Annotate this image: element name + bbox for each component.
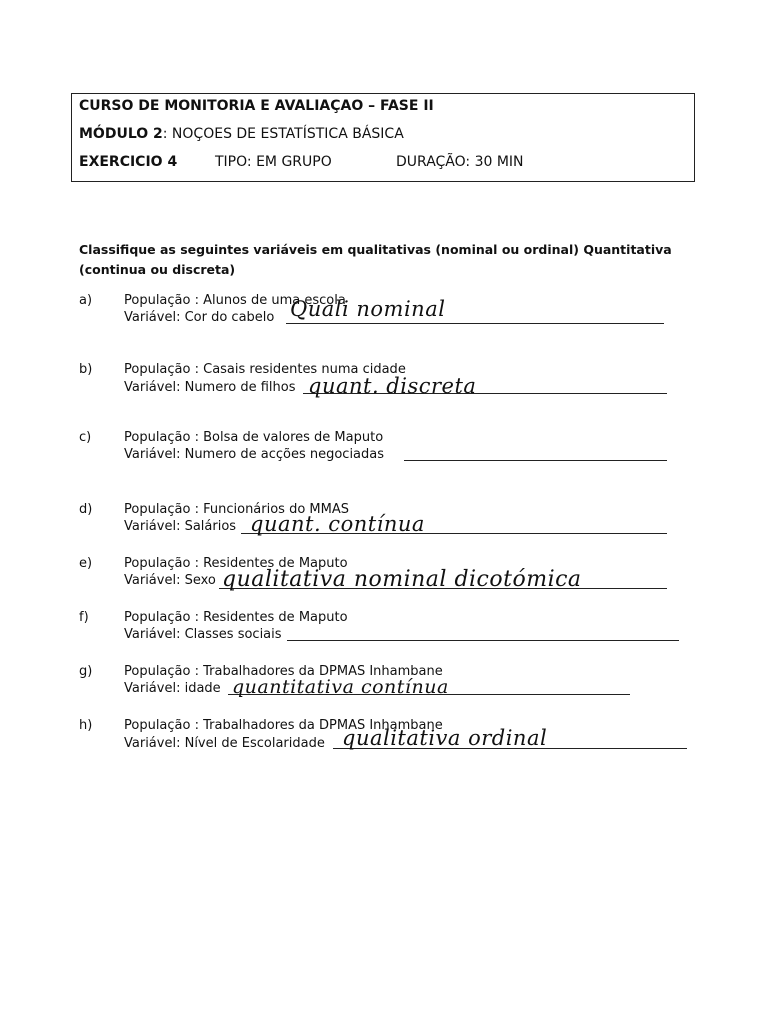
item-letter-a: a): [79, 293, 93, 308]
item-c-population: População : Bolsa de valores de Maputo: [124, 430, 384, 445]
instructions-line-2: (continua ou discreta): [79, 262, 236, 277]
module-label: MÓDULO 2: [79, 126, 163, 142]
item-b-variable: Variável: Numero de filhos: [124, 380, 296, 395]
item-d-population: População : Funcionários do MMAS: [124, 502, 350, 517]
exercise-label: EXERCICIO 4: [79, 154, 178, 170]
item-d-handwritten-answer: quant. contínua: [250, 512, 425, 536]
item-letter-c: c): [79, 430, 92, 445]
item-letter-g: g): [79, 664, 93, 679]
item-g-handwritten-answer: quantitativa contínua: [232, 676, 449, 698]
item-b-population: População : Casais residentes numa cidade: [124, 362, 406, 377]
item-letter-h: h): [79, 718, 93, 733]
module-line: [79, 125, 404, 143]
item-e-handwritten-answer: qualitativa nominal dicotómica: [222, 567, 582, 592]
item-h-handwritten-answer: qualitativa ordinal: [342, 726, 548, 750]
item-f-answer-line[interactable]: [287, 640, 679, 641]
item-g-variable: Variável: idade: [124, 681, 221, 696]
item-f-variable: Variável: Classes sociais: [124, 627, 282, 642]
item-h-population: População : Trabalhadores da DPMAS Inhambane: [124, 718, 443, 733]
item-letter-d: d): [79, 502, 93, 517]
item-a-handwritten-answer: Quali nominal: [290, 297, 446, 321]
duration-label: DURAÇÃO: 30 MIN: [396, 154, 524, 170]
item-f-population: População : Residentes de Maputo: [124, 610, 348, 625]
item-e-variable: Variável: Sexo: [124, 573, 216, 588]
item-g-population: População : Trabalhadores da DPMAS Inhambane: [124, 664, 443, 679]
item-b-handwritten-answer: quant. discreta: [308, 374, 477, 398]
instructions-line-1: Classifique as seguintes variáveis em qualitativas (nominal ou ordinal) Quantitativa: [79, 242, 672, 257]
header-box: [71, 93, 695, 182]
course-title: CURSO DE MONITORIA E AVALIAÇAO – FASE II: [79, 98, 434, 114]
item-h-variable: Variável: Nível de Escolaridade: [124, 736, 325, 751]
item-letter-e: e): [79, 556, 93, 571]
item-letter-b: b): [79, 362, 93, 377]
item-a-variable: Variável: Cor do cabelo: [124, 310, 275, 325]
type-label: TIPO: EM GRUPO: [215, 154, 332, 170]
instructions: [79, 240, 672, 280]
item-letter-f: f): [79, 610, 89, 625]
item-c-answer-line[interactable]: [404, 460, 667, 461]
module-text: : NOÇOES DE ESTATÍSTICA BÁSICA: [162, 126, 404, 142]
item-a-population: População : Alunos de uma escola: [124, 293, 346, 308]
item-a-answer-line[interactable]: [286, 323, 664, 324]
item-c-variable: Variável: Numero de acções negociadas: [124, 447, 385, 462]
item-d-variable: Variável: Salários: [124, 519, 237, 534]
item-e-population: População : Residentes de Maputo: [124, 556, 348, 571]
